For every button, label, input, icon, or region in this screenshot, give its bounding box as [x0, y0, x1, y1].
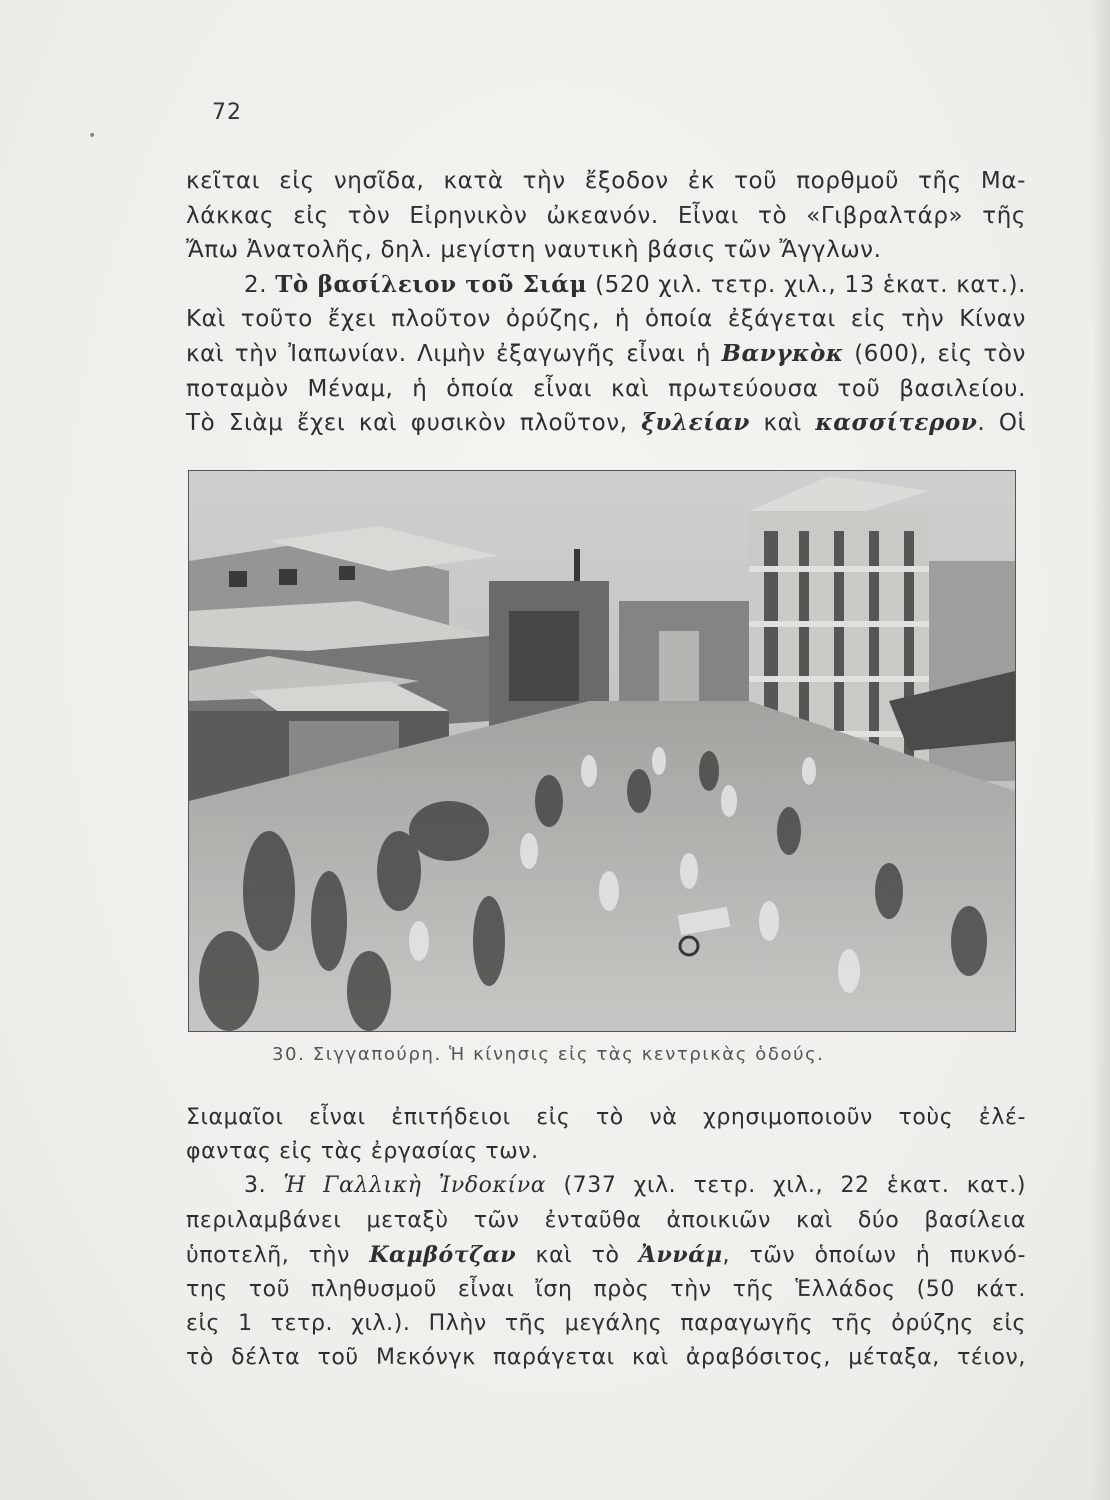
- text-line: [186, 1238, 1026, 1273]
- text-line: [186, 1101, 1026, 1135]
- text-line: [186, 1307, 1026, 1341]
- text-span: (600), εἰς τὸν: [843, 340, 1026, 367]
- paper-speck: •: [88, 128, 97, 144]
- street-photograph: [188, 470, 1016, 1032]
- text-span: Ἄπω Ἀνατολῆς, δηλ. μεγίστη ναυτικὴ βάσις τῶν Ἄγγλων.: [186, 237, 882, 264]
- text-line: [186, 164, 1026, 199]
- text-line: [186, 302, 1026, 337]
- emphasized-term: κασσίτερον: [815, 409, 978, 437]
- text-line: [186, 1204, 1026, 1238]
- section-number: 2.: [244, 271, 268, 298]
- section-stats: (737 χιλ. τετρ. χιλ., 22 ἑκατ. κατ.): [546, 1173, 1027, 1199]
- text-line: [186, 1135, 1026, 1169]
- text-span: της τοῦ πληθυσμοῦ εἶναι ἴση πρὸς τὴν τῆς Ἑλλάδος (50 κάτ.: [186, 1277, 1026, 1303]
- emphasized-term: Καμβότζαν: [369, 1241, 517, 1268]
- section-number: 3.: [244, 1173, 267, 1199]
- text-line: [186, 1341, 1026, 1375]
- text-span: εἰς 1 τετρ. χιλ.). Πλὴν τῆς μεγάλης παραγωγῆς τῆς ὀρύζης εἰς: [186, 1311, 1026, 1337]
- emphasized-term: ξυλείαν: [641, 409, 750, 437]
- text-line: [186, 1273, 1026, 1307]
- text-span: καὶ τὴν Ἰαπωνίαν. Λιμὴν ἐξαγωγῆς εἶναι ἡ: [186, 340, 722, 367]
- text-span: καὶ τὸ: [516, 1242, 639, 1268]
- section-heading-siam: [186, 268, 1026, 303]
- text-span: κεῖται εἰς νησῖδα, κατὰ τὴν ἔξοδον ἐκ τοῦ πορθμοῦ τῆς Μα-: [186, 168, 1026, 194]
- text-span: Τὸ Σιὰμ ἔχει καὶ φυσικὸν πλοῦτον,: [186, 410, 642, 437]
- section-title: Ἡ Γαλλικὴ Ἰνδοκίνα: [283, 1173, 547, 1199]
- text-span: Καὶ τοῦτο ἔχει πλοῦτον ὀρύζης, ἡ ὁποία ἐξάγεται εἰς τὴν Κίναν: [186, 306, 1026, 333]
- section-heading-indochina: [186, 1169, 1026, 1203]
- text-span: , τῶν ὁποίων ἡ πυκνό-: [722, 1242, 1026, 1268]
- figure-caption: 30. Σιγγαπούρη. Ἡ κίνησις εἰς τὰς κεντρικὰς ὁδούς.: [272, 1044, 825, 1065]
- section-stats: (520 χιλ. τετρ. χιλ., 13 ἑκατ. κατ.).: [587, 271, 1026, 298]
- text-line: [186, 233, 1026, 268]
- page-number: 72: [212, 100, 242, 125]
- emphasized-term: Βανγκὸκ: [721, 339, 844, 367]
- text-line: [186, 199, 1026, 234]
- text-span: φαντας εἰς τὰς ἐργασίας των.: [186, 1139, 539, 1165]
- text-line: [186, 337, 1026, 372]
- text-span: . Οἱ: [977, 410, 1026, 437]
- text-span: καὶ: [749, 410, 816, 437]
- top-text-block: [186, 164, 1026, 441]
- text-span: τὸ δέλτα τοῦ Μεκόνγκ παράγεται καὶ ἀραβόσιτος, μέταξα, τέιον,: [186, 1345, 1026, 1371]
- text-line: [186, 406, 1026, 441]
- text-line: [186, 372, 1026, 407]
- text-span: Σιαμαῖοι εἶναι ἐπιτήδειοι εἰς τὸ νὰ χρησιμοποιοῦν τοὺς ἐλέ-: [186, 1105, 1026, 1130]
- text-span: λάκκας εἰς τὸν Εἰρηνικὸν ὠκεανόν. Εἶναι τὸ «Γιβραλτάρ» τῆς: [186, 202, 1026, 229]
- page-edge-shadow: [1092, 0, 1110, 1500]
- text-span: ποταμὸν Μέναμ, ἡ ὁποία εἶναι καὶ πρωτεύουσα τοῦ βασιλείου.: [186, 375, 1026, 402]
- photo-illustration: [189, 471, 1015, 1031]
- emphasized-term: Ἀννάμ: [638, 1241, 723, 1268]
- bottom-text-block: [186, 1101, 1026, 1376]
- text-span: περιλαμβάνει μεταξὺ τῶν ἐνταῦθα ἀποικιῶν καὶ δύο βασίλεια: [186, 1207, 1026, 1233]
- text-span: ὑποτελῆ, τὴν: [186, 1242, 370, 1268]
- section-title: Τὸ βασίλειον τοῦ Σιάμ: [275, 270, 588, 298]
